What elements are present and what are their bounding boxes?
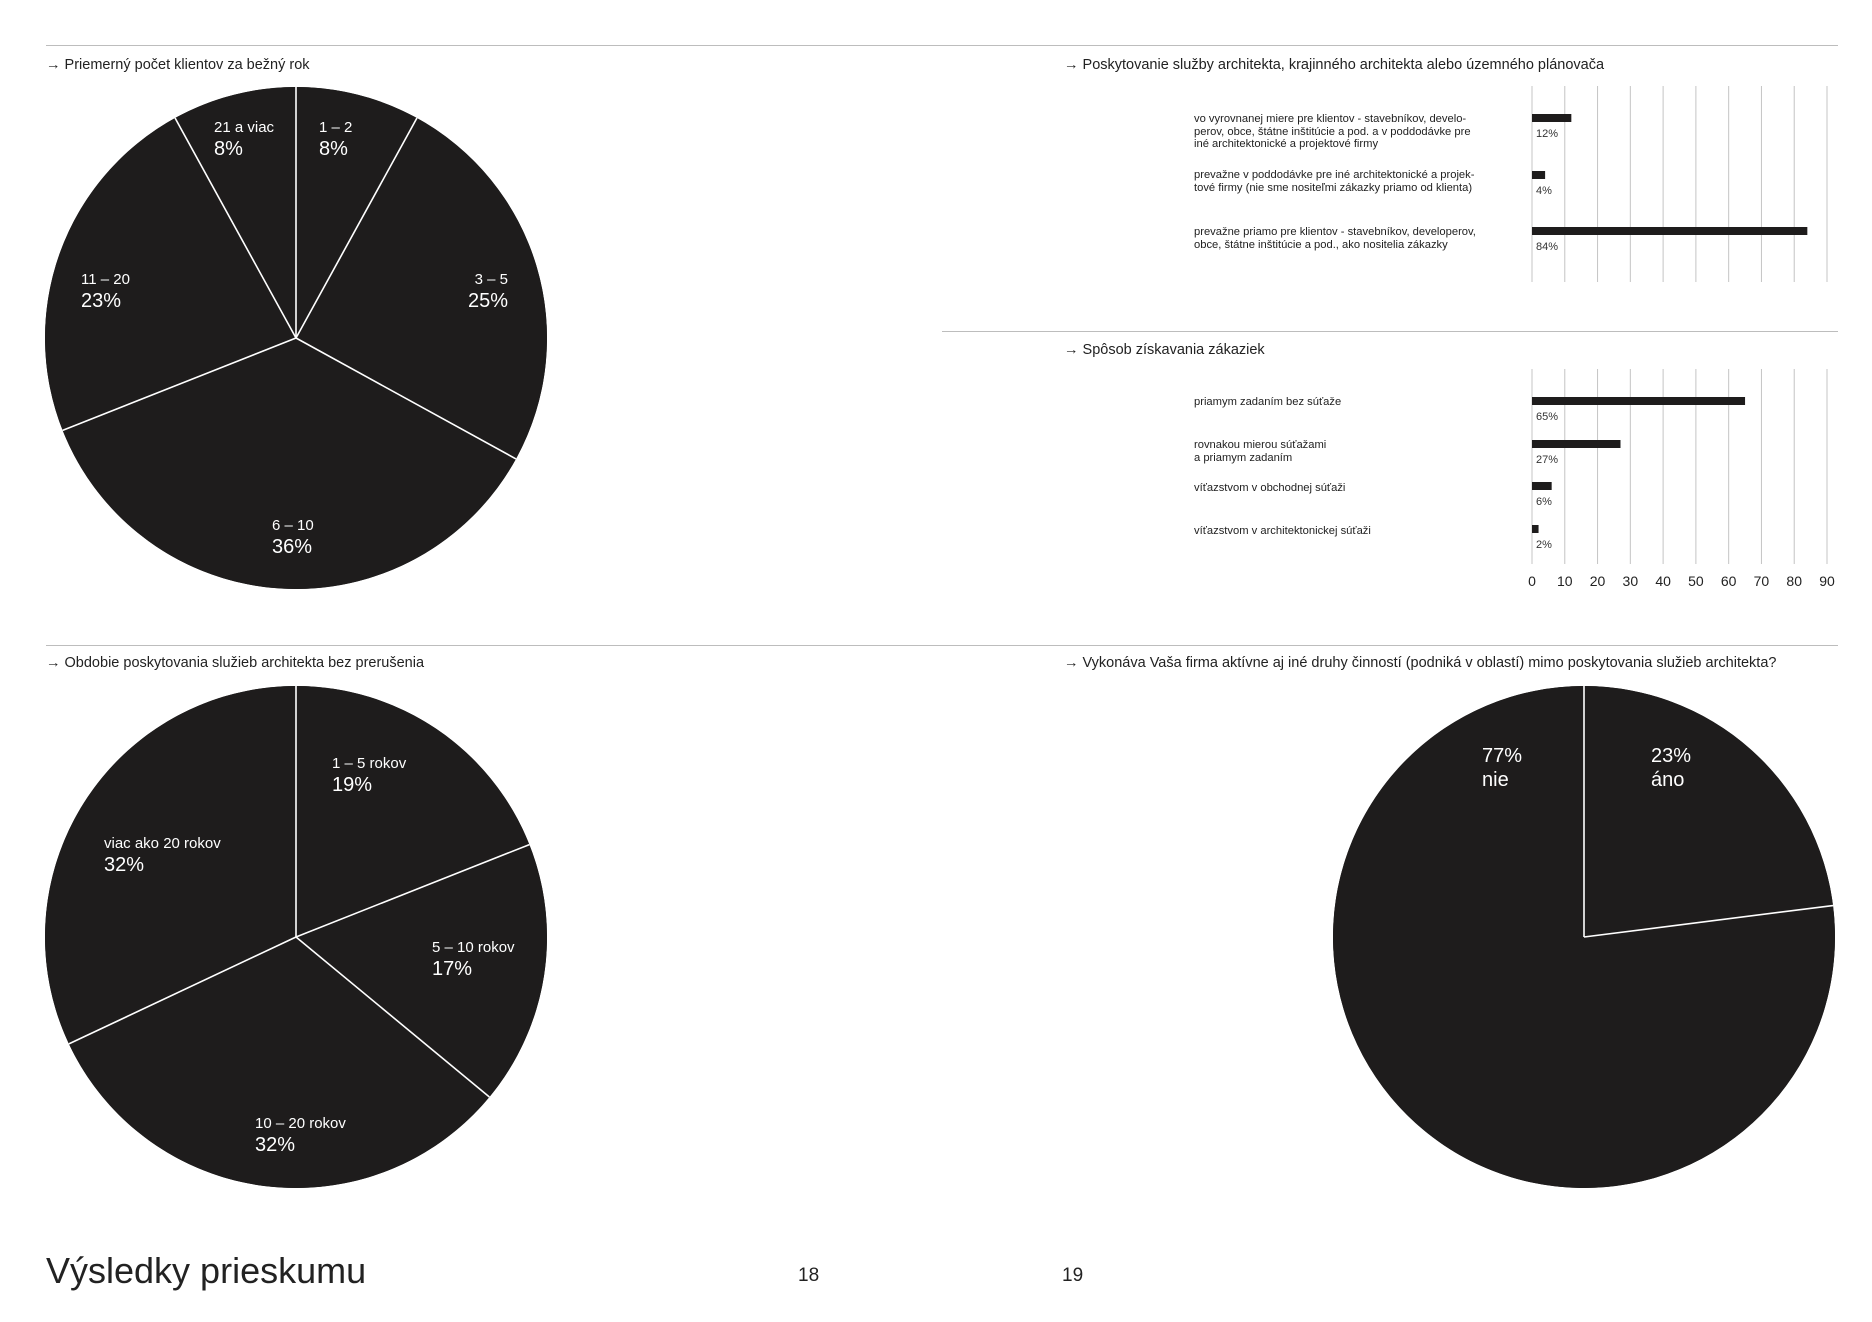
bar-category-label: víťazstvom v architektonickej súťaži: [1194, 525, 1371, 537]
bar: [1532, 440, 1621, 448]
pie-category-label: nie: [1482, 769, 1509, 791]
pie-category-label: 11 – 20: [81, 271, 130, 288]
bar-value-label: 12%: [1536, 128, 1559, 140]
bar-category-label: víťazstvom v obchodnej súťaži: [1194, 482, 1346, 494]
chart-title-other-activities: → Vykonáva Vaša firma aktívne aj iné druhy činností (podniká v oblastí) mimo poskytovania služieb architekta?: [1064, 655, 1777, 671]
pie-category-label: viac ako 20 rokov: [104, 835, 221, 852]
bar-value-label: 27%: [1536, 454, 1559, 466]
page-number-right: 19: [1062, 1265, 1084, 1286]
bar: [1532, 525, 1539, 533]
pie-category-label: 5 – 10 rokov: [432, 939, 515, 956]
pie-value-label: 77%: [1482, 745, 1523, 767]
pie-value-label: 8%: [319, 138, 348, 160]
chart-title-services: → Poskytovanie služby architekta, krajinného architekta alebo územného plánovača: [1064, 57, 1605, 73]
bar-category-label: prevažne v poddodávke pre iné architektonické a projek- tové firmy (nie sme nositeľmi zákazky priamo od klienta): [1194, 169, 1475, 194]
pie-value-label: 32%: [104, 854, 145, 876]
pie-value-label: 17%: [432, 958, 473, 980]
pie-value-label: 23%: [81, 290, 122, 312]
pie-value-label: 8%: [214, 138, 243, 160]
bar-category-label: prevažne priamo pre klientov - stavebníkov, developerov, obce, štátne inštitúcie a pod., ako nositelia zákazky: [1194, 226, 1476, 251]
bar-value-label: 2%: [1536, 539, 1552, 551]
bar-value-label: 65%: [1536, 411, 1559, 423]
x-tick-label: 0: [1528, 573, 1536, 589]
page-title: Výsledky prieskumu: [46, 1250, 367, 1291]
page-number-left: 18: [798, 1265, 820, 1286]
x-tick-label: 30: [1622, 573, 1639, 589]
pie-category-label: 1 – 2: [319, 119, 353, 136]
pie-category-label: 6 – 10: [272, 517, 314, 534]
pie-category-label: áno: [1651, 769, 1685, 791]
x-tick-label: 40: [1655, 573, 1671, 589]
bar: [1532, 482, 1552, 490]
bar-value-label: 6%: [1536, 496, 1552, 508]
pie-value-label: 36%: [272, 536, 313, 558]
pie-category-label: 3 – 5: [474, 271, 508, 288]
bar-category-label: vo vyrovnanej miere pre klientov - stavebníkov, develo- perov, obce, štátne inštitúcie a pod. a v poddodávke pre iné architektonické a projektové firmy: [1194, 113, 1471, 151]
x-tick-label: 50: [1688, 573, 1704, 589]
x-tick-label: 90: [1819, 573, 1835, 589]
bar-value-label: 4%: [1536, 185, 1552, 197]
x-tick-label: 20: [1589, 573, 1606, 589]
chart-title-clients: → Priemerný počet klientov za bežný rok: [46, 57, 310, 73]
bar: [1532, 397, 1745, 405]
pie-category-label: 10 – 20 rokov: [255, 1115, 346, 1132]
pie-value-label: 23%: [1651, 745, 1692, 767]
x-tick-label: 60: [1720, 573, 1737, 589]
x-tick-label: 70: [1753, 573, 1770, 589]
bar-value-label: 84%: [1536, 241, 1559, 253]
bar-category-label: priamym zadaním bez súťaže: [1194, 396, 1342, 408]
pie-category-label: 1 – 5 rokov: [332, 755, 407, 772]
chart-title-acquisition: → Spôsob získavania zákaziek: [1064, 342, 1265, 358]
pie-category-label: 21 a viac: [214, 119, 275, 136]
x-tick-label: 80: [1786, 573, 1803, 589]
pie-value-label: 32%: [255, 1134, 296, 1156]
chart-title-period: → Obdobie poskytovania služieb architekta bez prerušenia: [46, 655, 425, 671]
x-tick-label: 10: [1556, 573, 1573, 589]
bar-category-label: rovnakou mierou súťažami a priamym zadaním: [1194, 439, 1327, 464]
pie-value-label: 25%: [467, 290, 508, 312]
pie-value-label: 19%: [332, 774, 373, 796]
